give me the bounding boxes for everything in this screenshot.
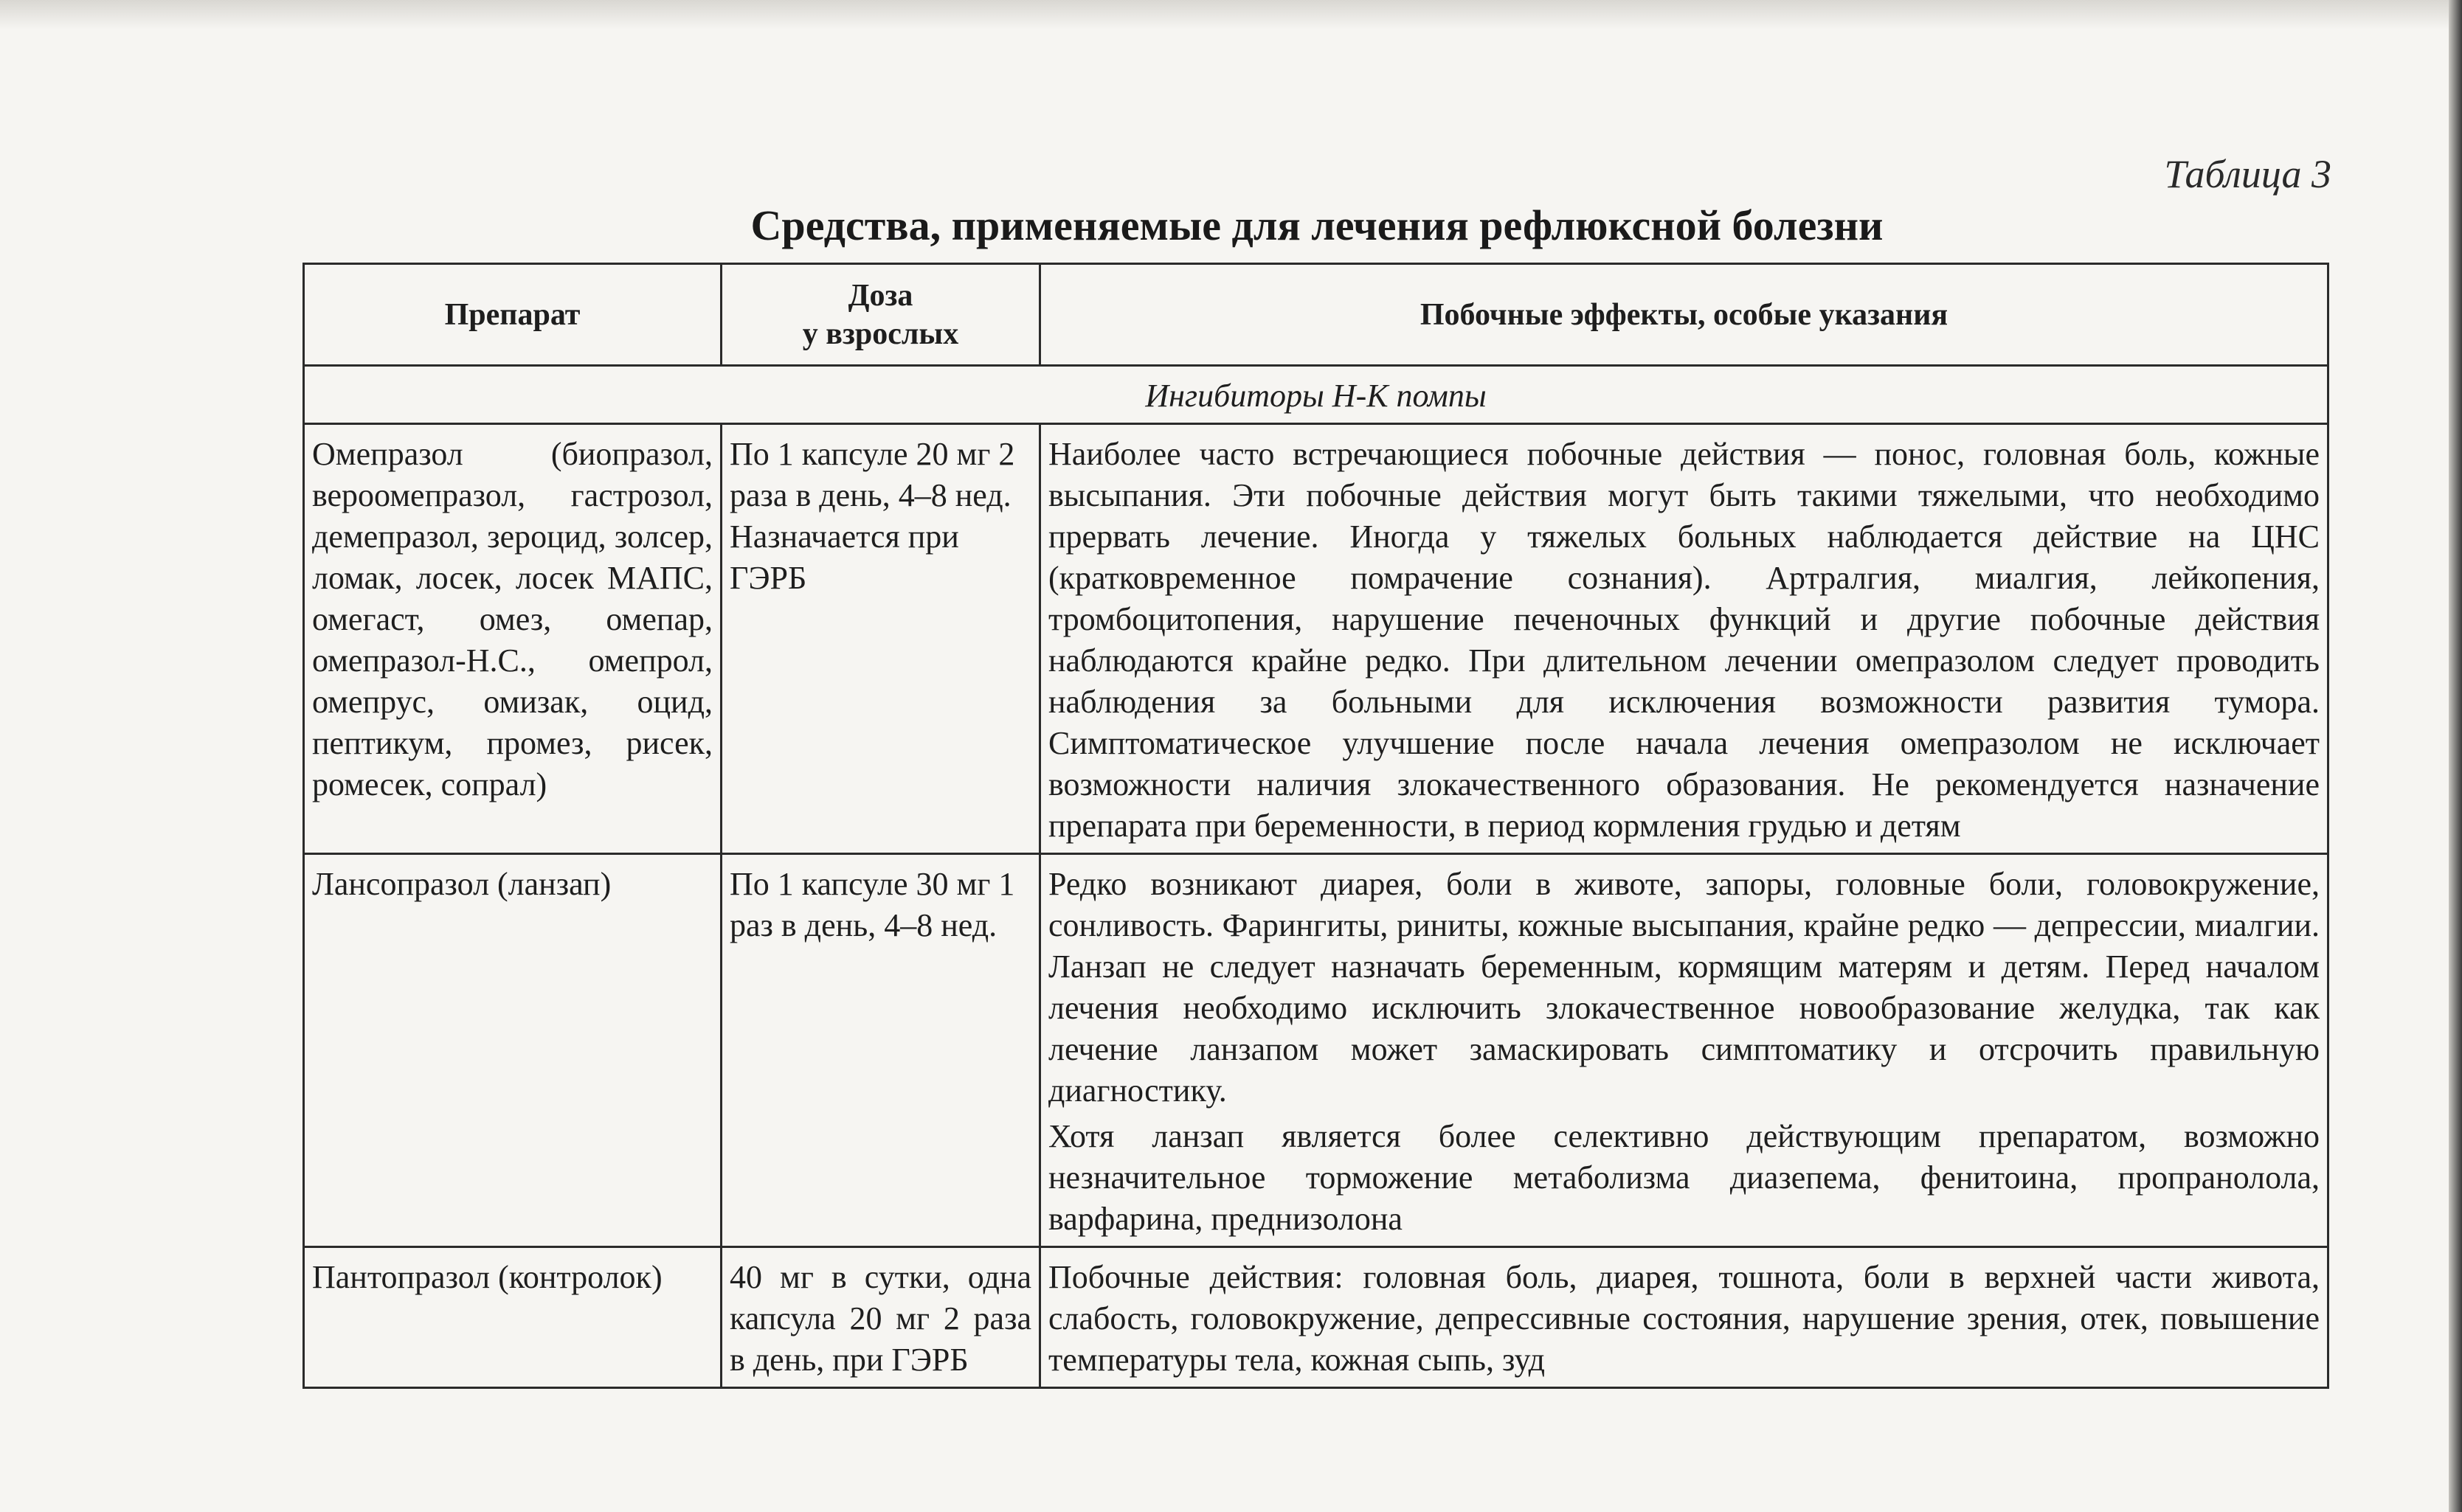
dose-cell: [722, 1247, 1040, 1388]
effects-cell: [1040, 1247, 2328, 1388]
section-label: Ингибиторы Н-К помпы: [304, 366, 2328, 424]
drug-table: [302, 263, 2329, 1389]
effects-cell: [1040, 424, 2328, 854]
scan-shadow: [0, 0, 2462, 30]
effects-text: Хотя ланзап является более селективно действующим препаратом, возможно незначительное торможение метаболизма диазепема, фенитоина, пропранолола, варфарина, преднизолона: [1048, 1118, 2320, 1237]
effects-text: Редко возникают диарея, боли в животе, запоры, головные боли, головокружение, сонливость. Фарингиты, риниты, кожные высыпания, крайне редко — депрессии, миалгии. Ланзап не следует назначать беременным, кормящим матерям и детям. Перед началом лечения необходимо исключить злокачественное новообразование желудка, так как лечение ланзапом может замаскировать симптоматику и отсрочить правильную диагностику.: [1048, 866, 2320, 1109]
drug-cell: Лансопразол (ланзап): [304, 854, 722, 1247]
effects-cell: [1040, 854, 2328, 1247]
header-row: [304, 264, 2328, 366]
drug-cell: Пантопразол (контролок): [304, 1247, 722, 1388]
header-drug: Препарат: [304, 264, 722, 366]
effects-text: Побочные действия: головная боль, диарея, тошнота, боли в верхней части живота, слабость, головокружение, депрессивные состояния, нарушение зрения, отек, повышение температуры тела, кожная сыпь, зуд: [1048, 1259, 2320, 1378]
dose-cell: [722, 424, 1040, 854]
header-dose-line2: у взрослых: [802, 316, 959, 351]
dose-cell: [722, 854, 1040, 1247]
dose-text: По 1 капсуле 20 мг 2 раза в день, 4–8 нед.: [730, 436, 1015, 513]
scan-edge: [2449, 0, 2462, 1512]
dose-note: Назначается при ГЭРБ: [730, 519, 959, 596]
drug-cell: Омепразол (биопразол, вероомепразол, гастрозол, демепразол, зероцид, золсер, ломак, лосек, лосек МАПС, омегаст, омез, омепар, омепразол-Н.С., омепрол, омепрус, омизак, оцид, пептикум, промез, рисек, ромесек, сопрал): [304, 424, 722, 854]
header-dose-line1: Доза: [848, 278, 913, 313]
section-row: [304, 366, 2328, 424]
header-effects: Побочные эффекты, особые указания: [1040, 264, 2328, 366]
effects-text: Наиболее часто встречающиеся побочные действия — понос, головная боль, кожные высыпания. Эти побочные действия могут быть такими тяжелыми, что необходимо прервать лечение. Иногда у тяжелых больных наблюдается действие на ЦНС (кратковременное помрачение сознания). Артралгия, миалгия, лейкопения, тромбоцитопения, нарушение печеночных функций и другие побочные действия наблюдаются крайне редко. При длительном лечении омепразолом следует проводить наблюдения за больными для исключения возможности развития тумора. Симптоматическое улучшение после начала лечения омепразолом не исключает возможности наличия злокачественного образования. Не рекомендуется назначение препарата при беременности, в период кормления грудью и детям: [1048, 436, 2320, 844]
header-dose: [722, 264, 1040, 366]
table-number: Таблица 3: [2164, 152, 2331, 196]
dose-text: По 1 капсуле 30 мг 1 раз в день, 4–8 нед.: [730, 866, 1015, 943]
table-row: [304, 1247, 2328, 1388]
page-title: Средства, применяемые для лечения рефлюксной болезни: [750, 201, 1884, 249]
dose-text: 40 мг в сутки, одна капсула 20 мг 2 раза в день, при ГЭРБ: [730, 1259, 1031, 1378]
table-row: [304, 854, 2328, 1247]
table-row: [304, 424, 2328, 854]
